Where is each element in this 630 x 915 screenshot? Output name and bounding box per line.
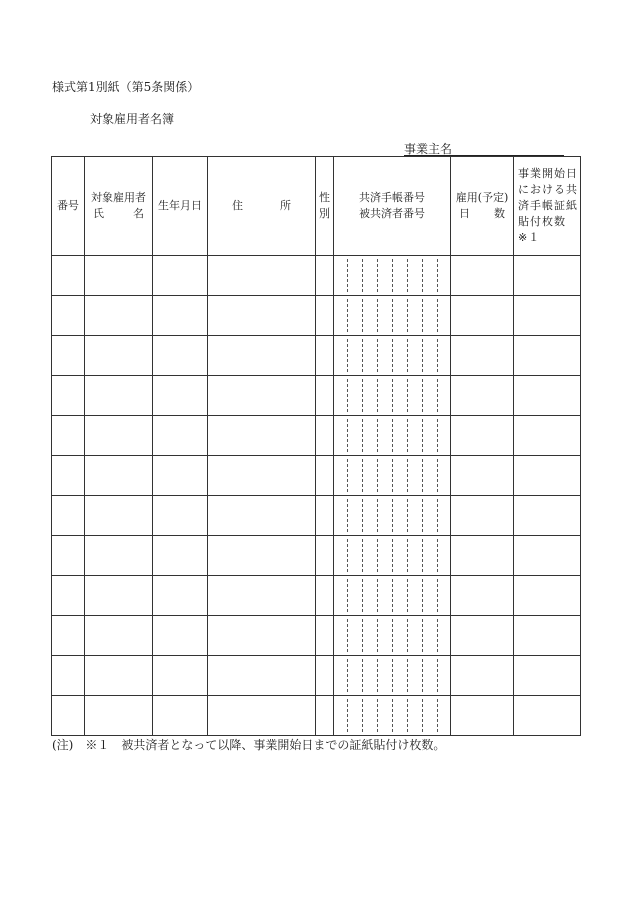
digit-separator (347, 579, 348, 612)
cell-employment-days[interactable] (451, 616, 514, 656)
digit-separator (437, 379, 438, 412)
business-owner-label: 事業主名 (404, 142, 453, 156)
cell-sex[interactable] (316, 496, 334, 536)
employee-register-table (51, 156, 581, 736)
digit-separator (407, 659, 408, 692)
digit-separator (407, 699, 408, 732)
cell-number[interactable] (52, 456, 85, 496)
digit-separator (377, 339, 378, 372)
cell-insurance-number[interactable] (334, 536, 451, 576)
header-address: 住 所 (208, 157, 316, 256)
digit-separator (422, 459, 423, 492)
cell-address[interactable] (208, 336, 316, 376)
digit-separator (392, 419, 393, 452)
cell-birthdate[interactable] (153, 616, 208, 656)
table-row (52, 336, 581, 376)
cell-address[interactable] (208, 696, 316, 736)
cell-address[interactable] (208, 616, 316, 656)
digit-separator (392, 299, 393, 332)
digit-separator (422, 699, 423, 732)
cell-number[interactable] (52, 496, 85, 536)
cell-insurance-number[interactable] (334, 416, 451, 456)
table-row (52, 376, 581, 416)
table-row (52, 616, 581, 656)
cell-address[interactable] (208, 296, 316, 336)
cell-employee-name[interactable] (85, 696, 153, 736)
digit-separator (407, 339, 408, 372)
digit-separator (347, 539, 348, 572)
cell-number[interactable] (52, 576, 85, 616)
digit-separator (347, 459, 348, 492)
digit-separator (347, 379, 348, 412)
digit-separator (392, 459, 393, 492)
digit-separator (437, 499, 438, 532)
cell-stamp-count[interactable] (514, 456, 581, 496)
cell-sex[interactable] (316, 296, 334, 336)
digit-separator (422, 419, 423, 452)
table-row (52, 416, 581, 456)
cell-stamp-count[interactable] (514, 376, 581, 416)
digit-separator (377, 379, 378, 412)
cell-employee-name[interactable] (85, 616, 153, 656)
digit-separator (347, 699, 348, 732)
digit-separator (362, 339, 363, 372)
cell-stamp-count[interactable] (514, 576, 581, 616)
cell-employee-name[interactable] (85, 656, 153, 696)
cell-sex[interactable] (316, 616, 334, 656)
digit-separator (407, 499, 408, 532)
cell-number[interactable] (52, 336, 85, 376)
digit-separator (422, 499, 423, 532)
cell-address[interactable] (208, 256, 316, 296)
cell-birthdate[interactable] (153, 376, 208, 416)
cell-number[interactable] (52, 256, 85, 296)
cell-sex[interactable] (316, 376, 334, 416)
digit-separator (347, 659, 348, 692)
form-title: 様式第1別紙（第5条関係） (52, 80, 200, 94)
cell-sex[interactable] (316, 696, 334, 736)
table-row (52, 536, 581, 576)
digit-separator (392, 339, 393, 372)
table-row (52, 496, 581, 536)
header-employee-name: 対象雇用者 氏 名 (85, 157, 153, 256)
digit-separator (392, 259, 393, 292)
digit-separator (392, 579, 393, 612)
cell-insurance-number[interactable] (334, 296, 451, 336)
cell-stamp-count[interactable] (514, 616, 581, 656)
cell-employment-days[interactable] (451, 696, 514, 736)
cell-employee-name[interactable] (85, 576, 153, 616)
table-row (52, 696, 581, 736)
cell-stamp-count[interactable] (514, 656, 581, 696)
cell-birthdate[interactable] (153, 696, 208, 736)
cell-employee-name[interactable] (85, 416, 153, 456)
table-row (52, 456, 581, 496)
cell-sex[interactable] (316, 416, 334, 456)
cell-insurance-number[interactable] (334, 616, 451, 656)
cell-address[interactable] (208, 656, 316, 696)
digit-separator (377, 699, 378, 732)
cell-number[interactable] (52, 376, 85, 416)
digit-separator (407, 619, 408, 652)
cell-address[interactable] (208, 496, 316, 536)
table-row (52, 576, 581, 616)
digit-separator (407, 299, 408, 332)
list-title: 対象雇用者名簿 (90, 112, 175, 126)
cell-birthdate[interactable] (153, 656, 208, 696)
cell-number[interactable] (52, 296, 85, 336)
digit-separator (407, 259, 408, 292)
cell-employee-name[interactable] (85, 536, 153, 576)
cell-sex[interactable] (316, 536, 334, 576)
digit-separator (392, 619, 393, 652)
cell-employment-days[interactable] (451, 336, 514, 376)
digit-separator (362, 699, 363, 732)
cell-employment-days[interactable] (451, 496, 514, 536)
digit-separator (377, 539, 378, 572)
cell-insurance-number[interactable] (334, 256, 451, 296)
digit-separator (362, 539, 363, 572)
cell-sex[interactable] (316, 256, 334, 296)
cell-stamp-count[interactable] (514, 496, 581, 536)
digit-separator (437, 339, 438, 372)
digit-separator (362, 299, 363, 332)
digit-separator (347, 339, 348, 372)
table-row (52, 296, 581, 336)
cell-number[interactable] (52, 616, 85, 656)
cell-birthdate[interactable] (153, 256, 208, 296)
digit-separator (362, 619, 363, 652)
digit-separator (422, 659, 423, 692)
digit-separator (437, 659, 438, 692)
header-stamp-count: 事業開始日 における共 済手帳証紙 貼付枚数 ※１ (514, 157, 581, 256)
cell-employment-days[interactable] (451, 416, 514, 456)
header-birthdate: 生年月日 (153, 157, 208, 256)
digit-separator (422, 579, 423, 612)
cell-sex[interactable] (316, 576, 334, 616)
digit-separator (407, 579, 408, 612)
cell-birthdate[interactable] (153, 576, 208, 616)
digit-separator (437, 619, 438, 652)
cell-employee-name[interactable] (85, 456, 153, 496)
digit-separator (377, 659, 378, 692)
digit-separator (377, 459, 378, 492)
cell-stamp-count[interactable] (514, 536, 581, 576)
digit-separator (347, 419, 348, 452)
digit-separator (362, 379, 363, 412)
digit-separator (392, 499, 393, 532)
digit-separator (377, 579, 378, 612)
digit-separator (422, 619, 423, 652)
cell-birthdate[interactable] (153, 336, 208, 376)
digit-separator (377, 499, 378, 532)
cell-address[interactable] (208, 376, 316, 416)
cell-employee-name[interactable] (85, 376, 153, 416)
cell-stamp-count[interactable] (514, 696, 581, 736)
cell-insurance-number[interactable] (334, 656, 451, 696)
cell-insurance-number[interactable] (334, 376, 451, 416)
cell-stamp-count[interactable] (514, 256, 581, 296)
digit-separator (422, 379, 423, 412)
header-insurance-number: 共済手帳番号 被共済者番号 (334, 157, 451, 256)
digit-separator (347, 299, 348, 332)
cell-sex[interactable] (316, 456, 334, 496)
footnote: (注) ※１ 被共済者となって以降、事業開始日までの証紙貼付け枚数。 (52, 738, 446, 752)
cell-number[interactable] (52, 656, 85, 696)
digit-separator (362, 259, 363, 292)
digit-separator (437, 419, 438, 452)
digit-separator (392, 379, 393, 412)
cell-address[interactable] (208, 536, 316, 576)
cell-number[interactable] (52, 696, 85, 736)
cell-insurance-number[interactable] (334, 576, 451, 616)
cell-employment-days[interactable] (451, 376, 514, 416)
cell-birthdate[interactable] (153, 536, 208, 576)
digit-separator (362, 459, 363, 492)
digit-separator (422, 539, 423, 572)
cell-employment-days[interactable] (451, 296, 514, 336)
cell-birthdate[interactable] (153, 416, 208, 456)
header-number: 番号 (52, 157, 85, 256)
digit-separator (407, 419, 408, 452)
cell-stamp-count[interactable] (514, 296, 581, 336)
cell-birthdate[interactable] (153, 456, 208, 496)
digit-separator (377, 299, 378, 332)
cell-employee-name[interactable] (85, 496, 153, 536)
table-row (52, 656, 581, 696)
digit-separator (407, 379, 408, 412)
cell-insurance-number[interactable] (334, 336, 451, 376)
digit-separator (422, 299, 423, 332)
digit-separator (392, 539, 393, 572)
digit-separator (347, 499, 348, 532)
digit-separator (422, 339, 423, 372)
cell-birthdate[interactable] (153, 496, 208, 536)
digit-separator (437, 459, 438, 492)
cell-employment-days[interactable] (451, 256, 514, 296)
cell-employment-days[interactable] (451, 536, 514, 576)
digit-separator (377, 259, 378, 292)
cell-employment-days[interactable] (451, 456, 514, 496)
digit-separator (362, 499, 363, 532)
digit-separator (437, 539, 438, 572)
cell-stamp-count[interactable] (514, 416, 581, 456)
cell-stamp-count[interactable] (514, 336, 581, 376)
digit-separator (437, 299, 438, 332)
cell-address[interactable] (208, 456, 316, 496)
digit-separator (377, 619, 378, 652)
cell-employee-name[interactable] (85, 256, 153, 296)
digit-separator (437, 579, 438, 612)
cell-employee-name[interactable] (85, 336, 153, 376)
digit-separator (407, 459, 408, 492)
digit-separator (362, 659, 363, 692)
digit-separator (362, 419, 363, 452)
table-header-row (52, 157, 581, 256)
header-employment-days: 雇用(予定) 日 数 (451, 157, 514, 256)
digit-separator (392, 659, 393, 692)
cell-number[interactable] (52, 536, 85, 576)
digit-separator (437, 259, 438, 292)
cell-insurance-number[interactable] (334, 456, 451, 496)
cell-birthdate[interactable] (153, 296, 208, 336)
cell-employee-name[interactable] (85, 296, 153, 336)
digit-separator (362, 579, 363, 612)
header-sex: 性 別 (316, 157, 334, 256)
cell-sex[interactable] (316, 656, 334, 696)
cell-number[interactable] (52, 416, 85, 456)
cell-address[interactable] (208, 416, 316, 456)
digit-separator (422, 259, 423, 292)
digit-separator (347, 259, 348, 292)
digit-separator (437, 699, 438, 732)
cell-employment-days[interactable] (451, 656, 514, 696)
cell-address[interactable] (208, 576, 316, 616)
digit-separator (407, 539, 408, 572)
digit-separator (377, 419, 378, 452)
digit-separator (392, 699, 393, 732)
cell-insurance-number[interactable] (334, 696, 451, 736)
cell-employment-days[interactable] (451, 576, 514, 616)
cell-insurance-number[interactable] (334, 496, 451, 536)
table-row (52, 256, 581, 296)
cell-sex[interactable] (316, 336, 334, 376)
digit-separator (347, 619, 348, 652)
